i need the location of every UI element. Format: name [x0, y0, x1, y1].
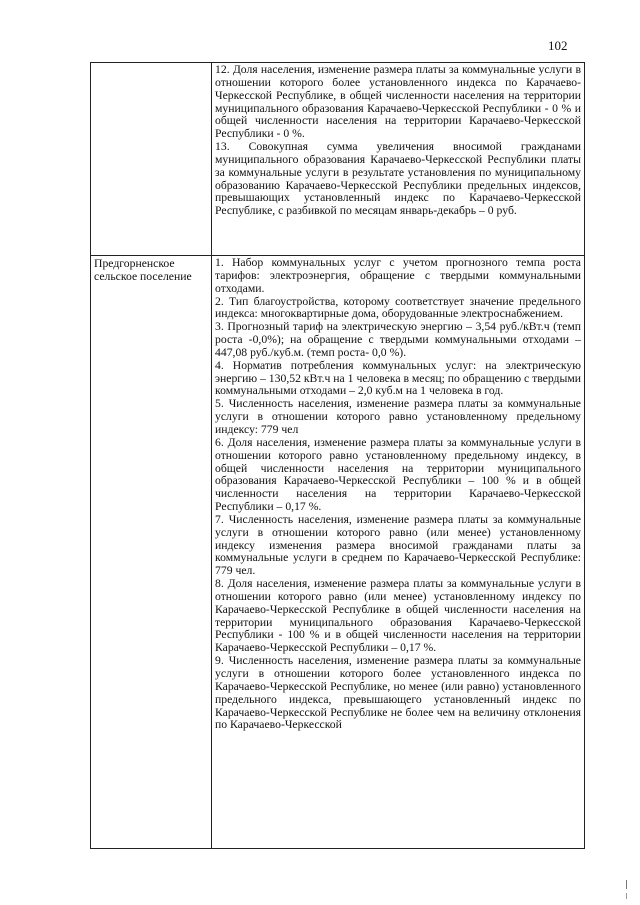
indicator-item: 4. Норматив потребления коммунальных услуг: на электрическую энергию – 130,52 кВт.ч на 1 человека в месяц; по обращению с твердыми коммунальными отходами – 2,0 куб.м на 1 человека в год. — [215, 358, 581, 398]
indicator-item: 3. Прогнозный тариф на электрическую энергию – 3,54 руб./кВт.ч (темп роста -0,0%); на обращение с твердыми коммунальными отходами – 447,08 руб./куб.м. (темп роста- 0,0 %). — [215, 320, 581, 359]
settlement-name: Предгорненское сельское поселение — [94, 257, 192, 283]
indicator-item: 13. Совокупная сумма увеличения вносимой гражданами муниципального образования Карачаево-Черкесской Республики платы за коммунальные услуги в результате установления по муниципальному образованию Карачаево-Черкесской Республики предельных индексов, превышающих установленный индекс по Карачаево-Черкесской Республике, с разбивкой по месяцам январь-декабрь – 0 руб. — [215, 140, 581, 218]
settlement-cell — [91, 63, 212, 256]
indicator-item: 7. Численность населения, изменение размера платы за коммунальные услуги в отношении которого равно (или менее) установленному индексу изменения размера вносимой гражданами платы за коммунальные услуги в среднем по Карачаево-Черкесской Республике: 779 чел. — [215, 512, 581, 578]
indicators-table — [90, 62, 585, 849]
indicator-item: 8. Доля населения, изменение размера платы за коммунальные услуги в отношении которого равно (или менее) установленному индексу по Карачаево-Черкесской Республике в общей численности населения на территории муниципального образования Карачаево-Черкесской Республики - 100 % и в общей численности населения на территории Карачаево-Черкесской Республики – 0,17 %. — [215, 577, 581, 655]
indicator-item: 6. Доля населения, изменение размера платы за коммунальные услуги в отношении которого равно установленному предельному индексу, в общей численности населения на территории муниципального образования Карачаево-Черкесской Республики – 100 % и в общей численности населения на территории Карачаево-Черкесской Республики – 0,17 %. — [215, 435, 581, 514]
table-row — [91, 63, 585, 256]
indicator-item: 5. Численность населения, изменение размера платы за коммунальные услуги в отношении которого равно установленному предельному индексу: 779 чел — [215, 397, 581, 436]
indicator-item: 1. Набор коммунальных услуг с учетом прогнозного темпа роста тарифов: электроэнергия, обращение с твердыми коммунальными отходами. — [215, 256, 581, 295]
indicator-item: 12. Доля населения, изменение размера платы за коммунальные услуги в отношении которого более установленного индекса по Карачаево-Черкесской Республике, в общей численности населения на территории муниципального образования Карачаево-Черкесской Республики - 0 % и общей численности населения на территории Карачаево-Черкесской Республики - 0 %. — [215, 63, 581, 141]
indicator-item: 9. Численность населения, изменение размера платы за коммунальные услуги в отношении которого более установленного индекса по Карачаево-Черкесской Республике, но менее (или равно) установленного предельного индекса, превышающего установленный индекс по Карачаево-Черкесской Республике не более чем на величину отклонения по Карачаево-Черкесской — [215, 654, 581, 732]
table-row — [91, 256, 585, 849]
indicator-item: 2. Тип благоустройства, которому соответствует значение предельного индекса: многоквартирные дома, оборудованные электроснабжением. — [215, 294, 581, 321]
page-number: 102 — [548, 38, 568, 53]
settlement-cell — [91, 256, 212, 849]
scan-artifact — [626, 893, 627, 899]
scan-artifact — [626, 880, 627, 889]
indicators-cell — [212, 63, 585, 256]
indicators-cell — [212, 256, 585, 849]
